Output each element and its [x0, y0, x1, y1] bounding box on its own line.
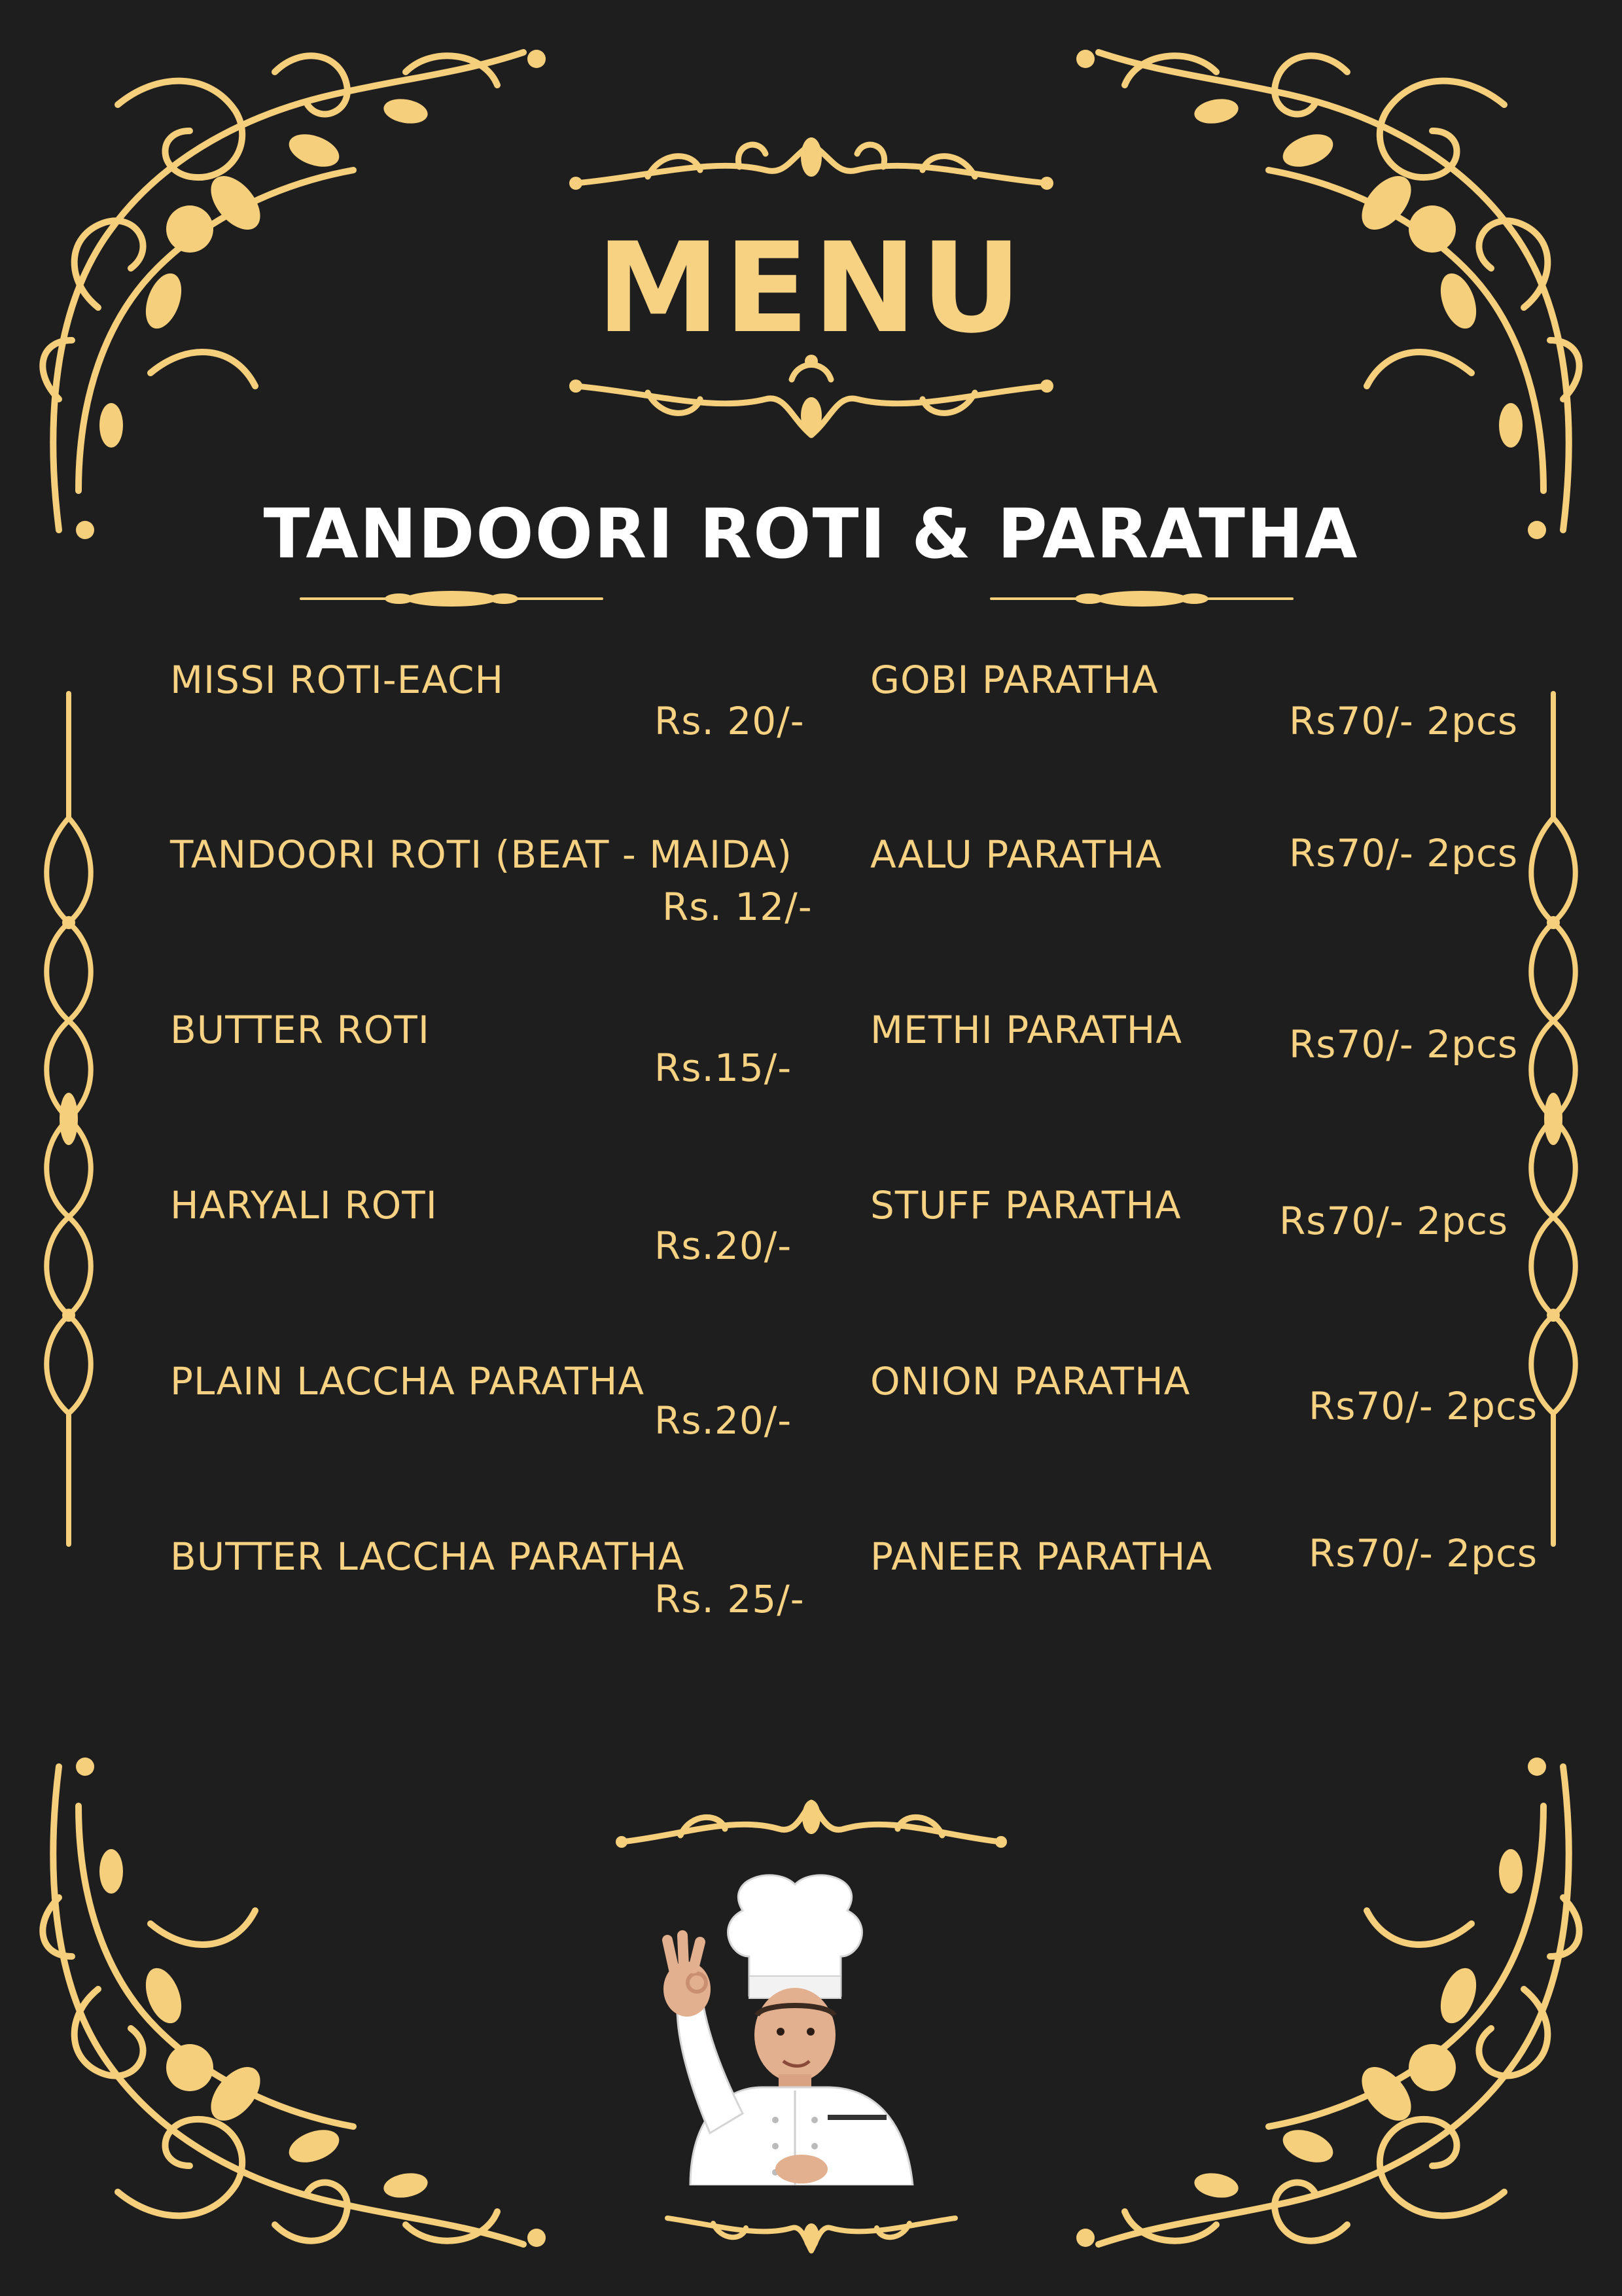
menu-item-price: Rs.15/-	[654, 1046, 792, 1090]
scroll-divider-ornament-bottom	[569, 353, 1053, 445]
menu-item-name: PANEER PARATHA	[870, 1534, 1213, 1579]
menu-item-price: Rs.20/-	[654, 1398, 792, 1443]
menu-item-price: Rs70/- 2pcs	[1309, 1384, 1538, 1428]
scroll-divider-ornament-chef-top	[615, 1790, 1008, 1862]
menu-item-name: METHI PARATHA	[870, 1008, 1183, 1052]
menu-item-name: HARYALI ROTI	[170, 1183, 438, 1227]
menu-item-name: ONION PARATHA	[870, 1359, 1191, 1404]
menu-item-name: AALU PARATHA	[870, 832, 1163, 877]
menu-item-price: Rs70/- 2pcs	[1289, 699, 1519, 743]
menu-item-price: Rs70/- 2pcs	[1309, 1531, 1538, 1576]
menu-item-name: TANDOORI ROTI (BEAT - MAIDA)	[170, 832, 792, 877]
menu-item-name: BUTTER LACCHA PARATHA	[170, 1534, 685, 1579]
scroll-divider-ornament-top	[569, 131, 1053, 203]
heading-underline-ornament-left	[301, 586, 602, 612]
scroll-divider-ornament-chef-bottom	[661, 2199, 962, 2257]
chef-image	[612, 1871, 978, 2185]
menu-title: MENU	[596, 216, 1026, 361]
heading-underline-ornament-right	[991, 586, 1292, 612]
menu-item-price: Rs. 25/-	[654, 1577, 805, 1621]
menu-item-price: Rs.20/-	[654, 1224, 792, 1268]
menu-item-price: Rs70/- 2pcs	[1289, 831, 1519, 875]
section-title: TANDOORI ROTI & PARATHA	[263, 494, 1359, 574]
vertical-border-ornament-left	[39, 687, 98, 1551]
floral-corner-ornament-bottom-left	[39, 1754, 550, 2264]
menu-item-name: GOBI PARATHA	[870, 658, 1159, 702]
menu-item-price: Rs70/- 2pcs	[1289, 1022, 1519, 1067]
menu-item-name: BUTTER ROTI	[170, 1008, 430, 1052]
menu-item-name: STUFF PARATHA	[870, 1183, 1182, 1227]
menu-item-name: PLAIN LACCHA PARATHA	[170, 1359, 645, 1404]
menu-item-name: MISSI ROTI-EACH	[170, 658, 504, 702]
menu-item-price: Rs70/- 2pcs	[1279, 1199, 1509, 1243]
floral-corner-ornament-bottom-right	[1072, 1754, 1583, 2264]
menu-item-price: Rs. 12/-	[662, 885, 813, 929]
menu-item-price: Rs. 20/-	[654, 699, 805, 743]
